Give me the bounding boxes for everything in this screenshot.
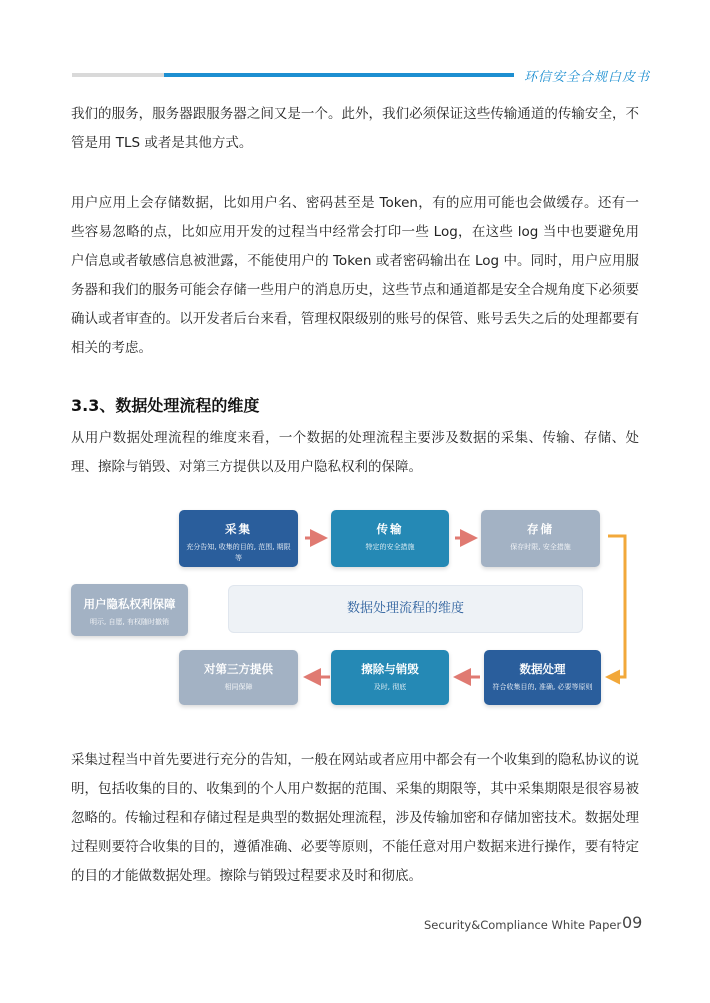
step-process [484,650,601,705]
step-store-title: 存储 [527,522,554,536]
step-process-sub: 符合收集目的, 准确, 必要等原则 [492,683,593,691]
paragraph-3: 从用户数据处理流程的维度来看，一个数据的处理流程主要涉及数据的采集、传输、存储、处理、擦除与销毁、对第三方提供以及用户隐私权利的保障。 [71,430,639,475]
step-transfer-title: 传输 [376,522,404,536]
step-erase-title: 擦除与销毁 [361,662,419,676]
step-privacy [71,584,188,636]
footer-label: Security&Compliance White Paper [424,918,622,932]
step-transfer-sub: 特定的安全措施 [365,543,415,551]
paragraph-2: 用户应用上会存储数据，比如用户名、密码甚至是 Token，有的应用可能也会做缓存。还有一些容易忽略的点，比如应用开发的过程当中经常会打印一些 Log，在这些 log 当中也要避免用户信息或者敏感信息被泄露，不能使用户的 Token 或者密码输出在 Log 中。同时，用户应用服务器和我们的服务可能会存储一些用户的消息历史，这些节点和通道都是安全合规角度下必须要确认或者审查的。以开发者后台来看，管理权限级别的账号的保管、账号丢失之后的处理都要有相关的考虑。 [71,195,639,356]
page-number: 09 [622,913,643,932]
step-third-party-title: 对第三方提供 [204,662,273,676]
step-transfer [331,510,449,567]
diagram-center-text: 数据处理流程的维度 [346,601,464,616]
header-title: 环信安全合规白皮书 [524,70,651,85]
paragraph-4: 采集过程当中首先要进行充分的告知，一般在网站或者应用中都会有一个收集到的隐私协议的说明，包括收集的目的、收集到的个人用户数据的范围、采集的期限等，其中采集期限是很容易被忽略的。传输过程和存储过程是典型的数据处理流程，涉及传输加密和存储加密技术。数据处理过程则要符合收集的目的，遵循准确、必要等原则，不能任意对用户数据来进行操作，要有特定的目的才能做数据处理。擦除与销毁过程要求及时和彻底。 [71,752,639,884]
step-erase [331,650,449,705]
step-collect [179,510,298,567]
arrow-store-to-process [608,536,625,677]
step-collect-title: 采集 [225,522,252,536]
step-collect-sub: 充分告知, 收集的目的, 范围, 期限等 [186,543,291,562]
step-erase-sub: 及时, 彻底 [373,683,407,691]
step-store [481,510,600,567]
paragraph-1: 我们的服务，服务器跟服务器之间又是一个。此外，我们必须保证这些传输通道的传输安全，不管是用 TLS 或者是其他方式。 [71,106,639,151]
step-privacy-sub: 明示, 自愿, 有权随时撤销 [90,618,169,626]
step-third-party [179,650,298,705]
step-third-party-sub: 相同保障 [224,683,253,691]
diagram-center-label [228,585,583,633]
step-store-sub: 保存时限, 安全措施 [510,543,571,551]
step-privacy-title: 用户隐私权利保障 [83,597,176,611]
step-process-title: 数据处理 [519,662,566,676]
section-title: 3.3、数据处理流程的维度 [71,396,260,415]
